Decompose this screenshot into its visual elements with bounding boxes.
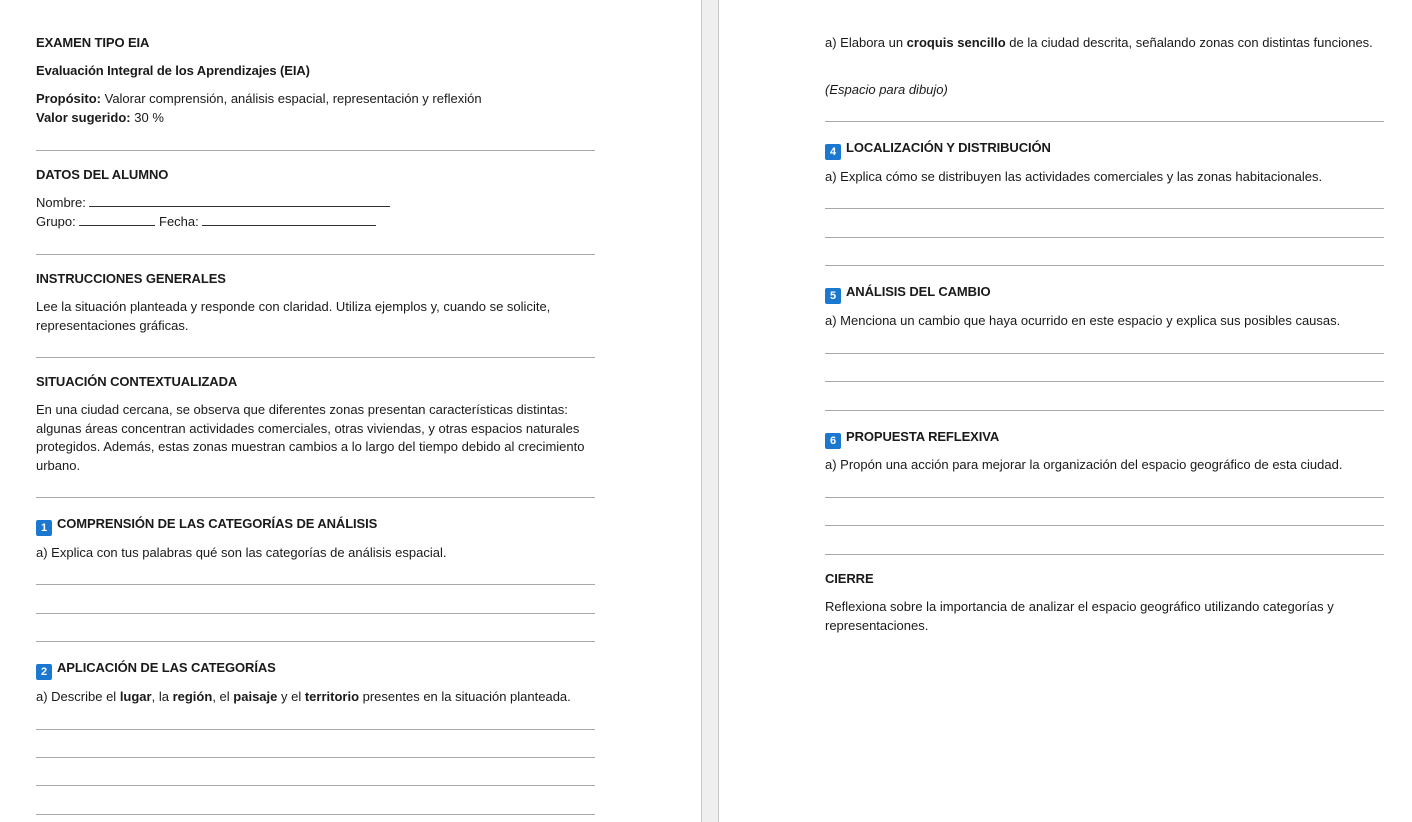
q-term-paisaje: paisaje (233, 689, 278, 704)
date-field[interactable] (202, 213, 376, 226)
answer-line[interactable] (825, 410, 1384, 411)
value-label: Valor sugerido: (36, 110, 131, 125)
q-text: , el (212, 689, 234, 704)
section-4-question: a) Explica cómo se distribuyen las actividades comerciales y las zonas habitacionales. (825, 169, 1323, 184)
section-1-question: a) Explica con tus palabras qué son las categorías de análisis espacial. (36, 545, 447, 560)
q-term-lugar: lugar (119, 689, 152, 704)
answer-line[interactable] (36, 613, 595, 614)
q-text: de la ciudad descrita, señalando zonas con distintas funciones. (1005, 35, 1373, 50)
section-5-question: a) Menciona un cambio que haya ocurrido en este espacio y explica sus posibles causas. (825, 313, 1341, 328)
situation-heading: SITUACIÓN CONTEXTUALIZADA (36, 374, 238, 389)
page-separator (701, 0, 719, 822)
answer-line[interactable] (825, 525, 1384, 526)
group-date-line (36, 213, 595, 232)
purpose-label: Propósito: (36, 91, 101, 106)
document-page-left (0, 0, 701, 822)
number-4-badge-icon: 4 (825, 144, 841, 160)
section-1-title: COMPRENSIÓN DE LAS CATEGORÍAS DE ANÁLISIS (57, 516, 378, 531)
value-line (36, 109, 595, 128)
answer-line[interactable] (825, 381, 1384, 382)
value-text: 30 % (130, 110, 164, 125)
section-6-title: PROPUESTA REFLEXIVA (846, 429, 1000, 444)
name-label: Nombre: (36, 195, 86, 210)
situation-text: En una ciudad cercana, se observa que diferentes zonas presentan características distintas: algunas áreas concentran actividades comerciales, otras viviendas, y otras espacios naturales protegidos. Además, estas zonas muestran cambios a lo largo del tiempo debido al crecimiento urbano. (36, 402, 585, 473)
section-4-title: LOCALIZACIÓN Y DISTRIBUCIÓN (846, 140, 1051, 155)
q-term-region: región (172, 689, 213, 704)
number-2-badge-icon: 2 (36, 664, 52, 680)
exam-title: EXAMEN TIPO EIA (36, 35, 150, 50)
q-text: presentes en la situación planteada. (359, 689, 571, 704)
section-4-heading (825, 139, 1384, 160)
section-3-question (825, 34, 1384, 53)
document-page-right (720, 0, 1412, 822)
q-text: y el (277, 689, 305, 704)
answer-line[interactable] (825, 237, 1384, 238)
drawing-space-note: (Espacio para dibujo) (825, 82, 948, 97)
answer-line[interactable] (36, 584, 595, 585)
group-label: Grupo: (36, 214, 76, 229)
name-line (36, 194, 595, 213)
instructions-text: Lee la situación planteada y responde con claridad. Utiliza ejemplos y, cuando se solicite, representaciones gráficas. (36, 299, 551, 333)
answer-line[interactable] (36, 757, 595, 758)
q-term-croquis: croquis sencillo (906, 35, 1006, 50)
student-data-heading: DATOS DEL ALUMNO (36, 167, 169, 182)
section-2-title: APLICACIÓN DE LAS CATEGORÍAS (57, 660, 276, 675)
group-field[interactable] (79, 213, 155, 226)
answer-line[interactable] (36, 641, 595, 642)
section-5-heading (825, 283, 1384, 304)
answer-line[interactable] (825, 353, 1384, 354)
section-6-question: a) Propón una acción para mejorar la organización del espacio geográfico de esta ciudad. (825, 457, 1343, 472)
answer-line[interactable] (825, 208, 1384, 209)
divider (36, 497, 595, 498)
date-label: Fecha: (159, 214, 199, 229)
instructions-heading: INSTRUCCIONES GENERALES (36, 271, 226, 286)
answer-line[interactable] (825, 497, 1384, 498)
number-1-badge-icon: 1 (36, 520, 52, 536)
number-5-badge-icon: 5 (825, 288, 841, 304)
section-2-question (36, 688, 595, 707)
purpose-text: Valorar comprensión, análisis espacial, representación y reflexión (101, 91, 482, 106)
answer-line[interactable] (36, 729, 595, 730)
divider (36, 254, 595, 255)
q-text: a) Describe el (36, 689, 120, 704)
q-text: , la (151, 689, 173, 704)
answer-line[interactable] (36, 785, 595, 786)
purpose-line (36, 90, 595, 109)
divider (36, 150, 595, 151)
section-1-heading (36, 515, 595, 536)
q-term-territorio: territorio (304, 689, 360, 704)
section-5-title: ANÁLISIS DEL CAMBIO (846, 284, 991, 299)
closing-text: Reflexiona sobre la importancia de analizar el espacio geográfico utilizando categorías y representaciones. (825, 599, 1334, 633)
section-6-heading (825, 428, 1384, 449)
answer-line[interactable] (825, 265, 1384, 266)
number-6-badge-icon: 6 (825, 433, 841, 449)
divider (36, 357, 595, 358)
q-text: a) Elabora un (825, 35, 907, 50)
divider (825, 121, 1384, 122)
answer-line[interactable] (36, 814, 595, 815)
name-field[interactable] (89, 194, 390, 207)
section-2-heading (36, 659, 595, 680)
answer-line[interactable] (825, 554, 1384, 555)
closing-heading: CIERRE (825, 571, 874, 586)
exam-subtitle: Evaluación Integral de los Aprendizajes (EIA) (36, 63, 310, 78)
